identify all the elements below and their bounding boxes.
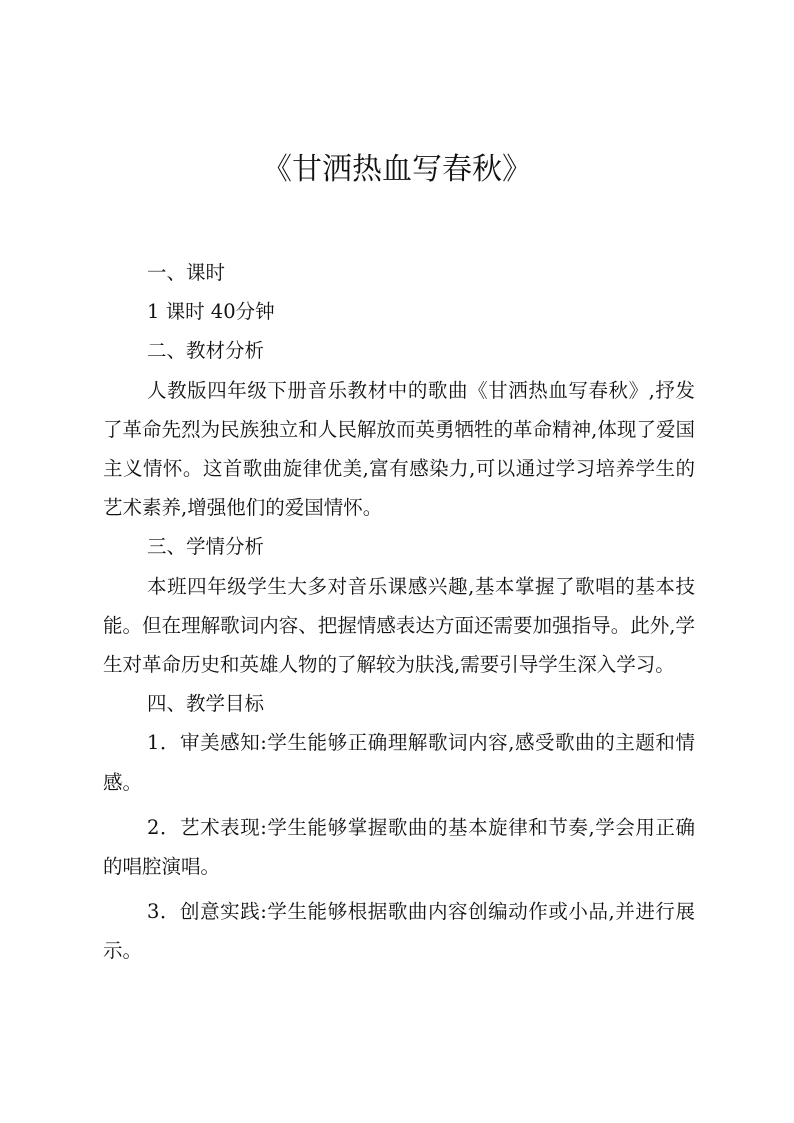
section-heading-class-hours: 一、课时: [147, 261, 226, 284]
teaching-goal-1: 1．审美感知:学生能够正确理解歌词内容,感受歌曲的主题和情感。: [103, 731, 695, 794]
teaching-goal-3: 3．创意实践:学生能够根据歌曲内容创编动作或小品,并进行展示。: [103, 900, 695, 963]
section-heading-student-analysis: 三、学情分析: [147, 535, 265, 559]
teaching-goal-2: 2．艺术表现:学生能够掌握歌曲的基本旋律和节奏,学会用正确的唱腔演唱。: [103, 815, 695, 879]
document-title: 《甘洒热血写春秋》: [262, 152, 532, 187]
document-body: [103, 253, 695, 971]
section-heading-material-analysis: 二、教材分析: [147, 339, 265, 363]
class-hours-text: 1 课时 40分钟: [147, 300, 275, 324]
student-analysis-paragraph: 本班四年级学生大多对音乐课感兴趣,基本掌握了歌唱的基本技能。但在理解歌词内容、把握情感表达方面还需要加强指导。此外,学生对革命历史和英雄人物的了解较为肤浅,需要引导学生深入学习。: [103, 574, 695, 677]
section-heading-teaching-goals: 四、教学目标: [147, 692, 265, 716]
material-analysis-paragraph: 人教版四年级下册音乐教材中的歌曲《甘洒热血写春秋》,抒发了革命先烈为民族独立和人民解放而英勇牺牲的革命精神,体现了爱国主义情怀。这首歌曲旋律优美,富有感染力,可以通过学习培养学生的艺术素养,增强他们的爱国情怀。: [103, 378, 695, 520]
